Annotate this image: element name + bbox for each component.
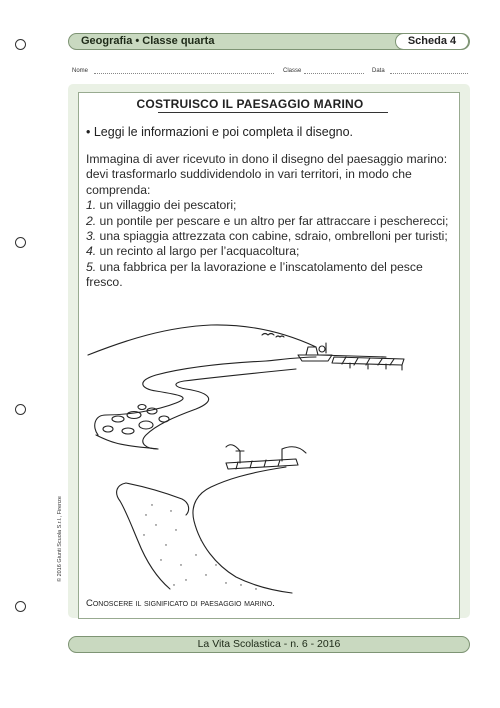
data-field[interactable] — [390, 73, 468, 74]
worksheet-body — [86, 152, 460, 291]
classe-field[interactable] — [304, 73, 364, 74]
subject-label: Geografia • Classe quarta — [81, 35, 215, 47]
classe-label: Classe — [283, 68, 302, 74]
title-underline — [158, 112, 388, 113]
list-item: 5. una fabbrica per la lavorazione e l’inscatolamento del pesce fresco. — [86, 259, 423, 290]
binder-hole — [15, 404, 26, 415]
binder-hole — [15, 601, 26, 612]
binder-hole — [15, 237, 26, 248]
list-item: 3. una spiaggia attrezzata con cabine, sdraio, ombrelloni per turisti; — [86, 229, 448, 244]
nome-label: Nome — [72, 68, 89, 74]
scheda-label: Scheda 4 — [395, 33, 469, 50]
binder-hole — [15, 39, 26, 50]
list-item: 1. un villaggio dei pescatori; — [86, 198, 237, 213]
data-label: Data — [372, 68, 385, 74]
header-bar — [68, 33, 470, 50]
list-item: 4. un recinto al largo per l’acquacoltura; — [86, 244, 300, 259]
nome-field[interactable] — [94, 73, 274, 74]
coastal-landscape-drawing — [86, 315, 460, 595]
intro-text: Immagina di aver ricevuto in dono il disegno del paesaggio marino: devi trasformarlo suddividendolo in vari territori, in modo che comprenda: — [86, 152, 448, 197]
footer-bar: La Vita Scolastica - n. 6 - 2016 — [68, 636, 470, 653]
instruction-text: • Leggi le informazioni e poi completa il disegno. — [86, 125, 354, 139]
worksheet-title: COSTRUISCO IL PAESAGGIO MARINO — [136, 97, 364, 111]
copyright-text: © 2016 Giunti Scuola S.r.l., Firenze — [57, 496, 63, 582]
learning-goal-caption: Conoscere il significato di paesaggio marino. — [86, 598, 275, 609]
list-item: 2. un pontile per pescare e un altro per far attraccare i pescherecci; — [86, 213, 449, 228]
